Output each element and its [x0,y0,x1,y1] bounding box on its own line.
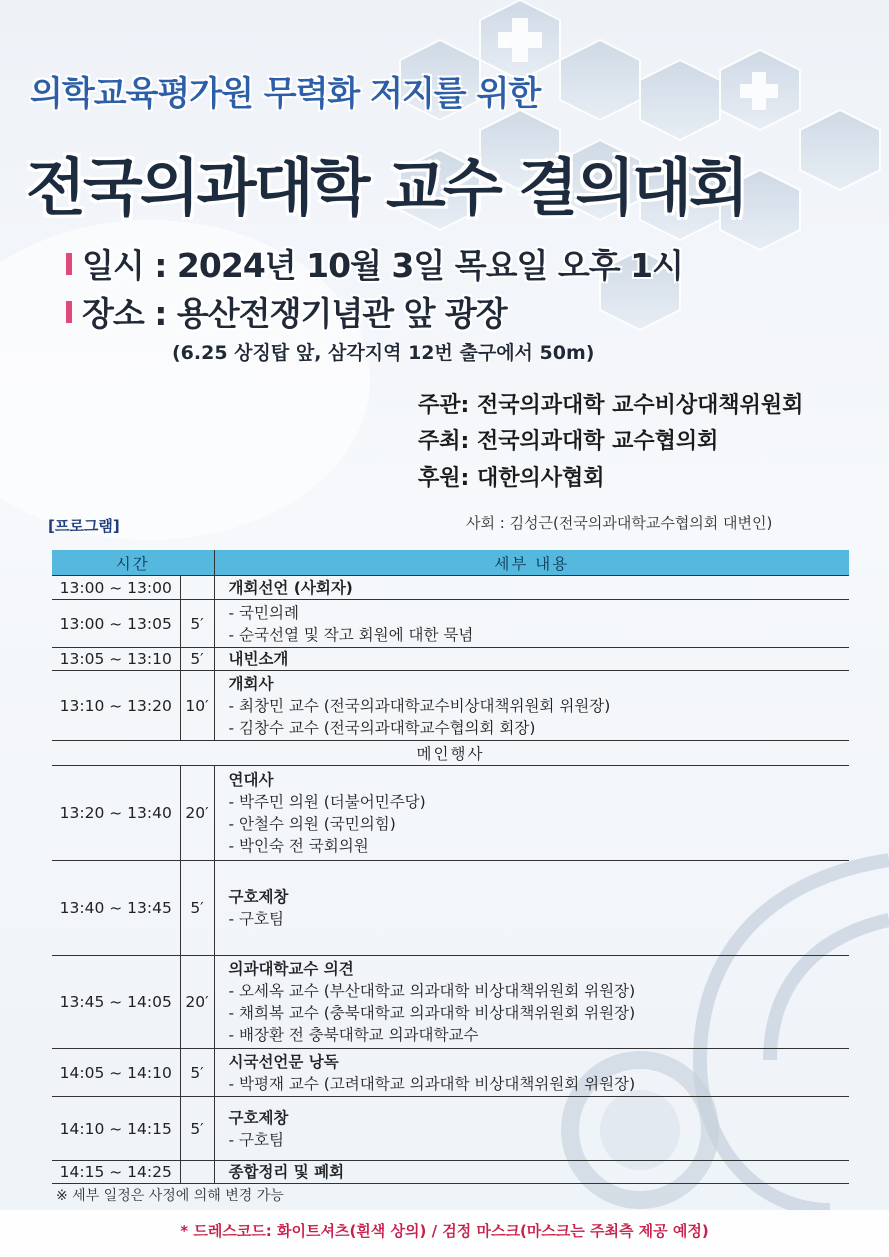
row-item: - 최창민 교수 (전국의과대학교수비상대책위원회 위원장) [228,696,611,715]
row-content [214,576,849,600]
row-content [214,766,849,861]
row-time: 13:05 ~ 13:10 [52,648,180,671]
row-item: - 박평재 교수 (고려대학교 의과대학 비상대책위원회 위원장) [228,1074,636,1093]
row-content [214,671,849,741]
row-duration: 20′ [180,956,214,1049]
organizer-sponsor: 주최: 전국의과대학 교수협의회 [418,429,719,454]
row-content [214,956,849,1049]
table-row [52,576,849,600]
row-item: - 박주민 의원 (더불어민주당) [228,793,426,811]
place-note: (6.25 상징탑 앞, 삼각지역 12번 출구에서 50m) [172,342,595,364]
row-time: 13:20 ~ 13:40 [52,766,180,861]
row-title: 종합정리 및 폐회 [228,1163,345,1181]
table-row [52,1049,849,1097]
event-date [66,240,683,287]
dress-code: * 드레스코드: 화이트셔츠(흰색 상의) / 검정 마스크(마스크는 주최측 제공 예정) [180,1222,709,1240]
header-content: 세부 내용 [214,550,849,576]
schedule-table [52,550,849,1184]
row-duration: 5′ [180,648,214,671]
schedule-header [52,550,849,576]
row-content [214,648,849,671]
row-title: 개회선언 (사회자) [228,578,353,597]
event-subtitle: 의학교육평가원 무력화 저지를 위한 [30,74,541,114]
row-item: - 박인숙 전 국회의원 [228,837,369,855]
row-title: 개회사 [228,674,274,693]
row-item: - 순국선열 및 작고 회원에 대한 묵념 [228,625,474,644]
row-content [214,1097,849,1161]
moderator: 사회 : 김성근(전국의과대학교수협의회 대변인) [466,514,773,532]
bullet-bar [66,253,72,275]
row-title: 시국선언문 낭독 [228,1052,339,1071]
row-time: 13:10 ~ 13:20 [52,671,180,741]
organizer-support: 후원: 대한의사협회 [418,466,605,491]
row-item: - 구호팀 [228,1130,284,1149]
row-duration [180,576,214,600]
row-content [214,1161,849,1184]
row-content [214,861,849,956]
row-title: 의과대학교수 의견 [228,960,354,978]
table-row [52,766,849,861]
row-time: 14:10 ~ 14:15 [52,1097,180,1161]
row-content [214,600,849,648]
table-row [52,956,849,1049]
program-label: [프로그램] [48,517,120,535]
row-item: - 배장환 전 충북대학교 의과대학교수 [228,1026,479,1044]
row-time: 13:00 ~ 13:00 [52,576,180,600]
bullet-bar [66,301,72,323]
row-title: 연대사 [228,771,274,789]
row-time: 13:40 ~ 13:45 [52,861,180,956]
row-content [214,1049,849,1097]
event-place-text: 장소 : 용산전쟁기념관 앞 광장 [82,294,507,333]
event-date-text: 일시 : 2024년 10월 3일 목요일 오후 1시 [82,246,683,285]
row-duration: 5′ [180,1049,214,1097]
row-time: 14:05 ~ 14:10 [52,1049,180,1097]
row-duration: 5′ [180,861,214,956]
event-place [66,288,507,335]
row-item: - 오세옥 교수 (부산대학교 의과대학 비상대책위원회 위원장) [228,982,636,1000]
organizer-host: 주관: 전국의과대학 교수비상대책위원회 [418,393,804,418]
row-title: 내빈소개 [228,650,289,668]
row-item: - 국민의례 [228,603,299,622]
row-duration: 20′ [180,766,214,861]
row-time: 13:00 ~ 13:05 [52,600,180,648]
row-item: - 안철수 의원 (국민의힘) [228,815,396,833]
event-title: 전국의과대학 교수 결의대회 [26,151,746,224]
row-duration: 5′ [180,600,214,648]
section-row-main-event [52,741,849,766]
row-item: - 구호팀 [228,910,284,928]
table-row [52,861,849,956]
table-row [52,648,849,671]
main-event-label: 메인행사 [52,741,849,766]
row-duration [180,1161,214,1184]
table-row [52,600,849,648]
header-time: 시간 [52,550,214,576]
row-time: 13:45 ~ 14:05 [52,956,180,1049]
row-duration: 5′ [180,1097,214,1161]
row-title: 구호제창 [228,1108,289,1127]
row-title: 구호제창 [228,888,289,906]
row-time: 14:15 ~ 14:25 [52,1161,180,1184]
table-row [52,1097,849,1161]
table-row [52,1161,849,1184]
row-item: - 채희복 교수 (충북대학교 의과대학 비상대책위원회 위원장) [228,1004,636,1022]
row-item: - 김창수 교수 (전국의과대학교수협의회 회장) [228,718,536,737]
schedule-footnote: ※ 세부 일정은 사정에 의해 변경 가능 [56,1188,284,1204]
table-row [52,671,849,741]
row-duration: 10′ [180,671,214,741]
